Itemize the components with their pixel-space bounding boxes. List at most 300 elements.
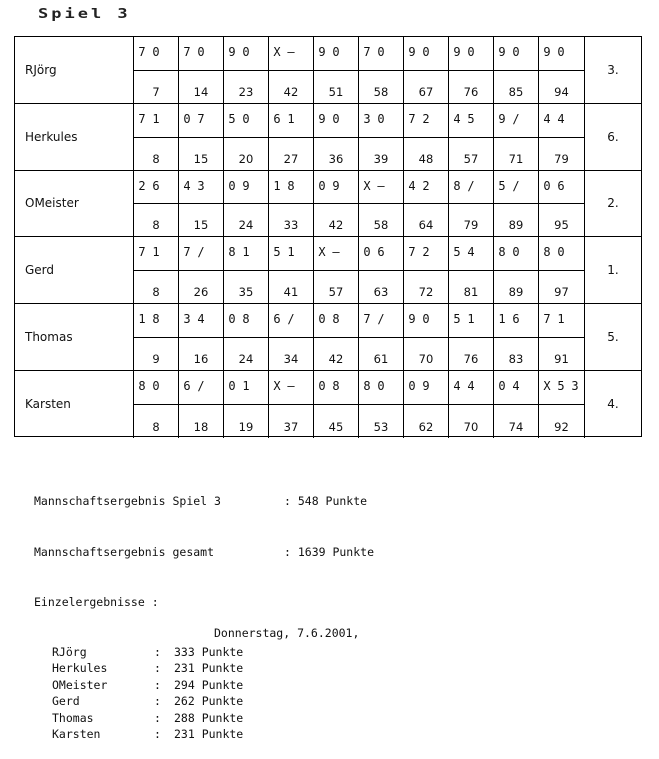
roll-mark: –: [377, 178, 385, 193]
roll-mark: 7: [543, 312, 551, 327]
roll-mark: 0: [377, 45, 385, 59]
roll-mark: 0: [467, 45, 475, 59]
frame-total: 19: [238, 419, 254, 434]
frame-rolls: [540, 106, 584, 132]
frame-rolls: [495, 239, 538, 265]
roll-mark: 8: [287, 178, 295, 193]
roll-mark: 3: [363, 111, 371, 126]
frame-cell: [404, 104, 449, 170]
frame-total: 74: [508, 419, 524, 434]
roll-mark: 1: [498, 312, 506, 327]
player-name: Gerd: [15, 237, 134, 303]
frame-total: 35: [238, 285, 254, 300]
roll-mark: 3: [571, 379, 579, 393]
roll-mark: 9: [332, 178, 340, 193]
frame-rolls: [315, 39, 358, 65]
frame-total: 33: [283, 218, 299, 233]
player-rank: 4.: [584, 371, 641, 438]
frame-total: 94: [554, 84, 569, 99]
roll-mark: 1: [467, 312, 475, 327]
roll-mark: 6: [273, 111, 281, 126]
frame-rolls: [360, 239, 403, 265]
roll-mark: –: [287, 379, 295, 393]
frame-cell: [269, 37, 314, 103]
frame-cell: [179, 371, 224, 438]
frame-total: 26: [193, 285, 209, 300]
frame-total: 70: [463, 419, 479, 434]
frame-total: 57: [463, 151, 479, 166]
frame-cell: [539, 237, 584, 303]
frame-rolls: [405, 373, 448, 399]
frame-rolls: [225, 239, 268, 265]
roll-mark: 4: [467, 245, 475, 260]
frame-total: 18: [193, 419, 209, 434]
frame-rolls: [540, 173, 584, 199]
frame-rolls: [405, 306, 448, 332]
roll-mark: X: [543, 379, 551, 393]
frame-total: 58: [373, 218, 389, 233]
frame-total: 79: [554, 151, 569, 166]
roll-mark: 1: [152, 245, 160, 260]
frame-rolls: [540, 39, 584, 65]
frame-cell: [314, 237, 359, 303]
team-total-value: : 1639 Punkte: [284, 544, 375, 559]
frames-area: [134, 371, 584, 438]
frame-rolls: [360, 306, 403, 332]
roll-mark: 1: [273, 178, 281, 193]
roll-mark: /: [377, 312, 385, 327]
frame-total: 48: [418, 151, 434, 166]
frame-cell: [179, 304, 224, 370]
frame-total: 76: [463, 84, 479, 99]
frame-rolls: [315, 373, 358, 399]
frame-total: 95: [554, 218, 569, 233]
roll-mark: 1: [242, 379, 250, 393]
frame-cell: [224, 304, 269, 370]
frame-cell: [404, 37, 449, 103]
roll-mark: 6: [152, 178, 160, 193]
frame-rolls: [450, 306, 493, 332]
roll-mark: 7: [138, 245, 146, 260]
individual-value: 294 Punkte: [174, 677, 244, 692]
player-row: [15, 104, 641, 171]
frame-total: 89: [508, 285, 524, 300]
roll-mark: 5: [273, 245, 281, 260]
roll-mark: 5: [228, 111, 236, 126]
frame-rolls: [135, 173, 178, 199]
roll-mark: 0: [197, 45, 205, 59]
roll-mark: 4: [512, 379, 520, 393]
frame-cell: [134, 371, 179, 438]
individual-result: [34, 677, 374, 694]
roll-mark: 0: [557, 45, 565, 59]
individual-value: 333 Punkte: [174, 644, 244, 659]
roll-mark: 0: [152, 379, 160, 393]
frame-rolls: [225, 39, 268, 65]
individual-value: 262 Punkte: [174, 694, 244, 709]
roll-mark: 1: [287, 111, 295, 126]
roll-mark: 8: [228, 245, 236, 260]
individual-name: RJörg: [52, 644, 87, 659]
frame-total: 42: [283, 84, 299, 99]
frame-rolls: [225, 306, 268, 332]
roll-mark: 7: [183, 245, 191, 260]
roll-mark: 0: [498, 379, 506, 393]
frame-total: 92: [554, 419, 569, 434]
roll-mark: /: [467, 178, 475, 193]
frame-cell: [404, 304, 449, 370]
roll-mark: 0: [183, 111, 191, 126]
frame-total: 23: [238, 84, 254, 99]
roll-mark: 0: [363, 245, 371, 260]
roll-mark: 0: [242, 45, 250, 59]
roll-mark: 0: [318, 379, 326, 393]
frame-total: 63: [373, 285, 389, 300]
frame-cell: [269, 104, 314, 170]
frame-rolls: [180, 306, 223, 332]
frame-total: 89: [508, 218, 524, 233]
roll-mark: 9: [543, 45, 551, 59]
frame-rolls: [315, 239, 358, 265]
frame-cell: [359, 37, 404, 103]
frame-total: 9: [152, 351, 160, 366]
roll-mark: 0: [512, 45, 520, 59]
frame-cell: [269, 171, 314, 237]
frame-rolls: [180, 239, 223, 265]
frame-cell: [134, 304, 179, 370]
roll-mark: 8: [242, 312, 250, 327]
frame-total: 97: [554, 285, 569, 300]
roll-mark: 0: [512, 245, 520, 260]
roll-mark: 4: [543, 111, 551, 126]
frame-total: 42: [328, 218, 344, 233]
individual-result: [34, 726, 374, 743]
frame-cell: [314, 371, 359, 438]
frame-total: 57: [328, 285, 344, 300]
roll-mark: 6: [512, 312, 520, 327]
frame-cell: [224, 37, 269, 103]
frame-total: 37: [283, 419, 299, 434]
frame-total: 14: [193, 84, 209, 99]
roll-mark: 9: [453, 45, 461, 59]
roll-mark: 4: [197, 312, 205, 327]
frame-cell: [359, 237, 404, 303]
frame-cell: [179, 104, 224, 170]
roll-mark: 4: [183, 178, 191, 193]
roll-mark: 7: [183, 45, 191, 59]
frame-total: 91: [554, 351, 569, 366]
individual-name: Thomas: [52, 710, 94, 725]
player-rank: 2.: [584, 171, 641, 237]
roll-mark: X: [273, 379, 281, 393]
frame-cell: [539, 304, 584, 370]
roll-mark: 4: [453, 111, 461, 126]
frame-rolls: [360, 173, 403, 199]
roll-mark: /: [287, 312, 295, 327]
player-rank: 5.: [584, 304, 641, 370]
frame-cell: [449, 104, 494, 170]
frame-total: 39: [373, 151, 389, 166]
roll-mark: 8: [543, 245, 551, 260]
frame-rolls: [450, 373, 493, 399]
player-rank: 1.: [584, 237, 641, 303]
player-row: [15, 237, 641, 304]
frame-total: 53: [373, 419, 389, 434]
player-name: Thomas: [15, 304, 134, 370]
team-game-value: : 548 Punkte: [284, 494, 368, 509]
individual-name: Karsten: [52, 727, 101, 742]
frame-cell: [404, 371, 449, 438]
roll-mark: –: [287, 45, 295, 59]
frame-rolls: [405, 39, 448, 65]
roll-mark: 9: [228, 45, 236, 59]
individual-colon: :: [154, 727, 161, 742]
frame-total: 79: [463, 218, 479, 233]
frame-cell: [359, 171, 404, 237]
frame-rolls: [405, 106, 448, 132]
roll-mark: 2: [422, 178, 430, 193]
frame-rolls: [540, 306, 584, 332]
individual-heading: Einzelergebnisse :: [34, 594, 159, 609]
roll-mark: 5: [453, 245, 461, 260]
frame-rolls: [135, 373, 178, 399]
frame-rolls: [450, 39, 493, 65]
frame-rolls: [495, 306, 538, 332]
footer-date: Donnerstag, 7.6.2001,: [214, 626, 360, 640]
roll-mark: 0: [228, 312, 236, 327]
frame-cell: [224, 104, 269, 170]
frame-cell: [359, 371, 404, 438]
roll-mark: 7: [138, 111, 146, 126]
frame-rolls: [405, 173, 448, 199]
frame-cell: [134, 37, 179, 103]
roll-mark: 0: [408, 379, 416, 393]
frame-rolls: [540, 239, 584, 265]
frame-total: 8: [152, 285, 160, 300]
frame-rolls: [180, 173, 223, 199]
roll-mark: 9: [498, 45, 506, 59]
individual-name: Herkules: [52, 661, 108, 676]
player-row: [15, 37, 641, 104]
frame-cell: [449, 37, 494, 103]
individual-value: 288 Punkte: [174, 710, 244, 725]
frame-cell: [494, 104, 539, 170]
roll-mark: 5: [557, 379, 565, 393]
frame-rolls: [495, 173, 538, 199]
frame-rolls: [495, 39, 538, 65]
roll-mark: 0: [228, 379, 236, 393]
frame-cell: [314, 37, 359, 103]
roll-mark: 0: [228, 178, 236, 193]
frame-rolls: [315, 173, 358, 199]
roll-mark: 4: [453, 379, 461, 393]
roll-mark: 9: [318, 111, 326, 126]
roll-mark: 8: [138, 379, 146, 393]
roll-mark: 0: [422, 312, 430, 327]
frame-cell: [314, 304, 359, 370]
roll-mark: 1: [152, 111, 160, 126]
roll-mark: 5: [498, 178, 506, 193]
player-name: Karsten: [15, 371, 134, 438]
frame-rolls: [180, 373, 223, 399]
frame-rolls: [270, 373, 313, 399]
roll-mark: 0: [332, 45, 340, 59]
frame-rolls: [270, 106, 313, 132]
roll-mark: 6: [183, 379, 191, 393]
frame-cell: [539, 37, 584, 103]
team-game-result: [34, 493, 374, 510]
frame-rolls: [315, 306, 358, 332]
frame-cell: [494, 37, 539, 103]
frame-cell: [404, 237, 449, 303]
frame-rolls: [270, 39, 313, 65]
frame-total: 67: [418, 84, 434, 99]
frame-cell: [179, 237, 224, 303]
roll-mark: 4: [557, 111, 565, 126]
individual-colon: :: [154, 710, 161, 725]
individual-colon: :: [154, 677, 161, 692]
frame-cell: [494, 237, 539, 303]
frame-cell: [134, 104, 179, 170]
frame-total: 64: [418, 218, 434, 233]
individual-value: 231 Punkte: [174, 661, 244, 676]
frame-total: 58: [373, 84, 389, 99]
frame-total: 24: [238, 351, 254, 366]
player-rank: 6.: [584, 104, 641, 170]
frame-cell: [179, 37, 224, 103]
frame-rolls: [225, 106, 268, 132]
roll-mark: 0: [422, 45, 430, 59]
roll-mark: 8: [332, 312, 340, 327]
roll-mark: X: [273, 45, 281, 59]
roll-mark: 9: [408, 312, 416, 327]
roll-mark: 1: [138, 312, 146, 327]
individual-name: Gerd: [52, 694, 80, 709]
frame-total: 20: [238, 151, 254, 166]
frame-cell: [224, 171, 269, 237]
frame-rolls: [225, 373, 268, 399]
page-title: Spiel 3: [38, 6, 131, 22]
frame-rolls: [135, 239, 178, 265]
frame-total: 42: [328, 351, 344, 366]
frame-rolls: [135, 106, 178, 132]
frame-total: 8: [152, 151, 160, 166]
frame-total: 41: [283, 285, 299, 300]
frames-area: [134, 171, 584, 237]
roll-mark: 1: [287, 245, 295, 260]
roll-mark: /: [197, 379, 205, 393]
frame-cell: [539, 171, 584, 237]
frame-total: 8: [152, 218, 160, 233]
player-row: [15, 171, 641, 238]
frames-area: [134, 304, 584, 370]
frame-rolls: [135, 39, 178, 65]
frame-total: 71: [508, 151, 524, 166]
frame-cell: [494, 371, 539, 438]
roll-mark: 2: [422, 111, 430, 126]
roll-mark: 3: [197, 178, 205, 193]
individual-value: 231 Punkte: [174, 727, 244, 742]
frame-cell: [314, 104, 359, 170]
frame-rolls: [135, 306, 178, 332]
frame-total: 72: [418, 285, 434, 300]
score-table: [14, 36, 642, 437]
roll-mark: 0: [377, 111, 385, 126]
individual-list: [34, 644, 374, 743]
roll-mark: 9: [242, 178, 250, 193]
player-rank: 3.: [584, 37, 641, 103]
roll-mark: 0: [242, 111, 250, 126]
frame-rolls: [450, 173, 493, 199]
frame-total: 36: [328, 151, 344, 166]
roll-mark: X: [363, 178, 371, 193]
roll-mark: 7: [363, 312, 371, 327]
roll-mark: 7: [408, 245, 416, 260]
individual-name: OMeister: [52, 677, 108, 692]
individual-colon: :: [154, 694, 161, 709]
frame-rolls: [270, 306, 313, 332]
roll-mark: 4: [408, 178, 416, 193]
roll-mark: 0: [557, 245, 565, 260]
roll-mark: 2: [422, 245, 430, 260]
roll-mark: 6: [557, 178, 565, 193]
frame-cell: [134, 171, 179, 237]
roll-mark: 0: [332, 111, 340, 126]
frame-total: 7: [152, 84, 160, 99]
frame-rolls: [270, 173, 313, 199]
frame-cell: [404, 171, 449, 237]
individual-result: [34, 693, 374, 710]
frame-cell: [449, 371, 494, 438]
frame-rolls: [360, 373, 403, 399]
roll-mark: 7: [363, 45, 371, 59]
frame-cell: [494, 171, 539, 237]
frame-cell: [314, 171, 359, 237]
roll-mark: X: [318, 245, 326, 260]
frame-cell: [179, 171, 224, 237]
frame-total: 76: [463, 351, 479, 366]
roll-mark: 8: [498, 245, 506, 260]
roll-mark: /: [197, 245, 205, 260]
roll-mark: 9: [422, 379, 430, 393]
frame-cell: [359, 304, 404, 370]
frame-cell: [224, 237, 269, 303]
frame-total: 85: [508, 84, 524, 99]
roll-mark: 8: [332, 379, 340, 393]
frame-rolls: [270, 239, 313, 265]
roll-mark: 6: [273, 312, 281, 327]
frame-rolls: [180, 106, 223, 132]
roll-mark: 8: [453, 178, 461, 193]
roll-mark: –: [332, 245, 340, 260]
frame-rolls: [495, 106, 538, 132]
frames-area: [134, 104, 584, 170]
frame-total: 8: [152, 419, 160, 434]
frame-cell: [449, 237, 494, 303]
frame-cell: [359, 104, 404, 170]
frame-rolls: [495, 373, 538, 399]
roll-mark: 4: [467, 379, 475, 393]
frame-total: 70: [418, 351, 434, 366]
player-name: RJörg: [15, 37, 134, 103]
roll-mark: 9: [408, 45, 416, 59]
roll-mark: /: [512, 111, 520, 126]
roll-mark: 9: [498, 111, 506, 126]
frame-cell: [224, 371, 269, 438]
roll-mark: 0: [318, 312, 326, 327]
frame-cell: [269, 304, 314, 370]
roll-mark: 2: [138, 178, 146, 193]
